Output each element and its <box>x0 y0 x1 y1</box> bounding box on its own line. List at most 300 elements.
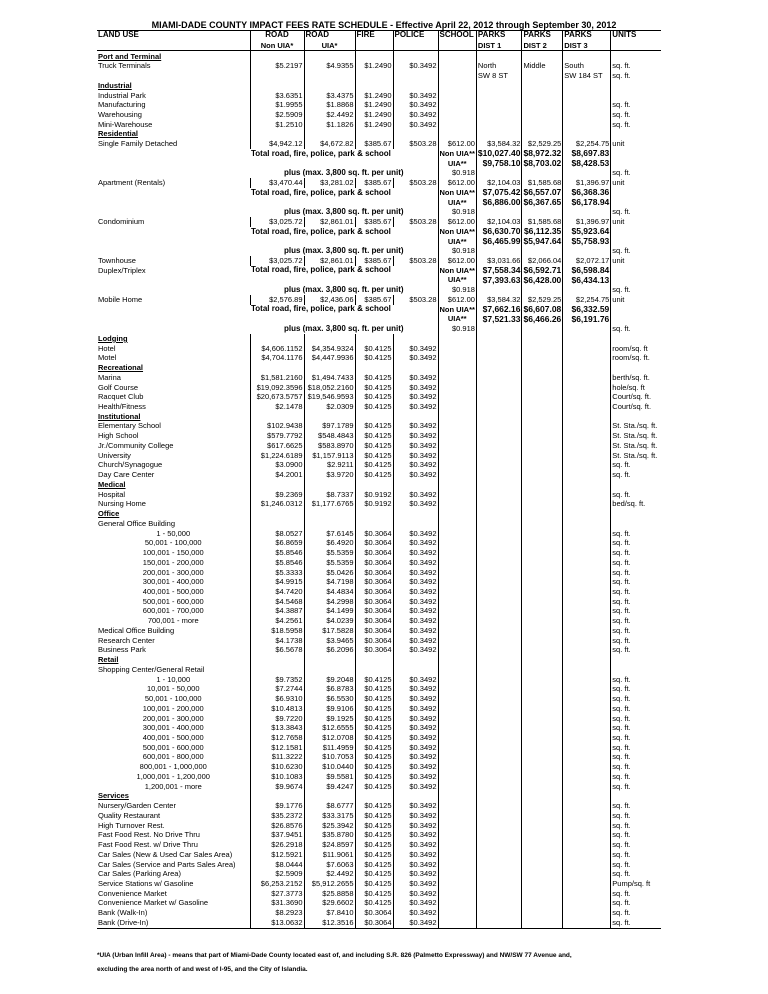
road-uia-cell: $25.3942 <box>304 820 355 830</box>
fire-cell: $0.4125 <box>355 421 393 431</box>
fire-cell: $0.4125 <box>355 451 393 461</box>
header-sub-road-non-uia: Non UIA* <box>250 41 304 51</box>
police-cell: $0.3492 <box>393 538 438 548</box>
units-cell: St. Sta./sq. ft. <box>611 451 661 461</box>
table-row <box>97 869 661 879</box>
police-cell: $503.28 <box>393 139 438 149</box>
empty-cell <box>563 168 611 178</box>
fire-cell: $0.9192 <box>355 499 393 509</box>
parks-dist1-cell <box>476 820 522 830</box>
parks-dist2-cell: $2,529.25 <box>522 139 563 149</box>
table-row <box>97 61 661 71</box>
road-uia-cell: $5,912.2655 <box>304 879 355 889</box>
header-sub-land-use <box>97 41 250 51</box>
empty-cell <box>393 51 438 61</box>
parks-dist3-cell <box>563 694 611 704</box>
fire-cell: $0.4125 <box>355 713 393 723</box>
parks-dist1-cell <box>476 674 522 684</box>
units-cell: sq. ft. <box>611 801 661 811</box>
road-non-uia-cell: $1,246.0312 <box>250 499 304 509</box>
land-use-cell: Day Care Center <box>98 470 155 480</box>
school-cell <box>438 889 476 899</box>
empty-cell <box>250 655 304 665</box>
parks-dist3-cell <box>563 470 611 480</box>
table-row <box>97 344 661 354</box>
empty-cell <box>611 334 661 344</box>
land-use-cell: 800,001 - 1,000,000 <box>139 762 207 772</box>
units-cell: sq. ft. <box>611 889 661 899</box>
fire-cell: $0.4125 <box>355 733 393 743</box>
total-value: $8,972.32 <box>523 148 562 159</box>
parks-dist1-cell <box>476 558 522 568</box>
parks-dist3-cell <box>563 840 611 850</box>
school-cell <box>438 869 476 879</box>
empty-cell <box>476 509 522 519</box>
fire-cell: $1.2490 <box>355 120 393 130</box>
table-row <box>97 616 661 626</box>
road-non-uia-cell: $4.9915 <box>250 577 304 587</box>
school-cell <box>438 499 476 509</box>
police-cell: $0.3492 <box>393 820 438 830</box>
road-uia-cell: $3.4375 <box>304 90 355 100</box>
empty-cell <box>563 207 611 217</box>
parks-dist1-cell <box>476 743 522 753</box>
total-value: $6,466.26 <box>523 314 562 324</box>
empty-cell <box>476 207 522 217</box>
parks-dist1-cell <box>476 645 522 655</box>
school-cell: $612.00 <box>438 178 476 188</box>
school-cell <box>438 460 476 470</box>
units-cell: unit <box>611 139 661 149</box>
total-value: $6,630.70 <box>476 227 522 237</box>
section-header-row <box>97 334 661 344</box>
police-cell: $0.3492 <box>393 898 438 908</box>
police-cell: $0.3492 <box>393 373 438 383</box>
table-row <box>97 597 661 607</box>
road-uia-cell: $9.5581 <box>304 772 355 782</box>
road-uia-cell: $4.1499 <box>304 606 355 616</box>
road-non-uia-cell: $35.2372 <box>250 811 304 821</box>
fire-cell: $0.4125 <box>355 723 393 733</box>
empty-cell <box>250 81 304 91</box>
empty-cell <box>250 129 304 139</box>
empty-cell <box>438 363 476 373</box>
road-non-uia-cell: $3.6351 <box>250 90 304 100</box>
table-row <box>97 713 661 723</box>
road-non-uia-cell: $10.1083 <box>250 772 304 782</box>
table-row <box>97 918 661 928</box>
parks-dist2-cell <box>522 684 563 694</box>
parks-dist2-cell <box>522 120 563 130</box>
empty-cell <box>355 791 393 801</box>
road-non-uia-cell: $7.2744 <box>250 684 304 694</box>
police-cell: $0.3492 <box>393 645 438 655</box>
police-cell: $503.28 <box>393 256 438 266</box>
parks-dist2-cell <box>522 528 563 538</box>
school-cell <box>438 830 476 840</box>
units-cell: sq. ft. <box>611 830 661 840</box>
parks-dist3-cell <box>563 879 611 889</box>
section-header-row <box>97 655 661 665</box>
road-uia-cell: $2.9211 <box>304 460 355 470</box>
section-title: Port and Terminal <box>98 51 162 61</box>
parks-dist1-cell <box>476 528 522 538</box>
units-cell: sq. ft. <box>611 558 661 568</box>
table-row <box>97 100 661 110</box>
empty-cell <box>97 149 250 159</box>
parks-dist3-cell <box>563 772 611 782</box>
land-use-cell: 10,001 - 50,000 <box>146 684 200 694</box>
units-cell: St. Sta./sq. ft. <box>611 441 661 451</box>
parks-dist2-cell <box>522 382 563 392</box>
empty-cell <box>476 363 522 373</box>
units-cell: sq. ft. <box>611 168 661 178</box>
road-non-uia-cell: $4.2001 <box>250 470 304 480</box>
empty-cell <box>97 207 250 217</box>
empty-cell <box>476 334 522 344</box>
land-use-cell: 200,001 - 300,000 <box>142 567 204 577</box>
school-cell <box>438 120 476 130</box>
road-uia-cell: $3.9720 <box>304 470 355 480</box>
total-value: $6,367.65 <box>523 197 562 208</box>
page-title: MIAMI-DADE COUNTY IMPACT FEES RATE SCHEDULE - Effective April 22, 2012 through September 30, 2012 <box>151 20 617 30</box>
parks-dist3-cell: $2,254.75 <box>563 139 611 149</box>
empty-cell <box>304 51 355 61</box>
parks-dist3-cell <box>563 373 611 383</box>
land-use-cell: 1,200,001 - more <box>144 781 202 791</box>
school-cell <box>438 528 476 538</box>
empty-cell <box>393 480 438 490</box>
empty-cell <box>611 197 661 207</box>
table-row <box>97 528 661 538</box>
police-cell: $0.3492 <box>393 684 438 694</box>
table-row <box>97 762 661 772</box>
school-cell: $612.00 <box>438 295 476 305</box>
road-uia-cell: $97.1789 <box>304 421 355 431</box>
empty-cell <box>355 412 393 422</box>
total-value: $8,703.02 <box>523 158 562 169</box>
road-non-uia-cell: $5.2197 <box>250 61 304 71</box>
land-use-cell: 1 - 10,000 <box>156 674 191 684</box>
units-cell: sq. ft. <box>611 324 661 334</box>
road-uia-cell: $6.5530 <box>304 694 355 704</box>
police-cell <box>393 519 438 529</box>
school-cell <box>438 684 476 694</box>
parks-dist1-cell <box>476 519 522 529</box>
parks-dist1-cell <box>476 733 522 743</box>
empty-cell <box>304 129 355 139</box>
land-use-cell: High School <box>98 431 139 441</box>
road-non-uia-cell: $1,581.2160 <box>250 373 304 383</box>
parks-dist1-cell <box>476 684 522 694</box>
fire-cell: $0.3064 <box>355 626 393 636</box>
road-uia-cell: $1.8868 <box>304 100 355 110</box>
police-cell: $0.3492 <box>393 587 438 597</box>
empty-cell <box>563 285 611 295</box>
road-non-uia-cell: $6.5678 <box>250 645 304 655</box>
plus-label: plus (max. 3,800 sq. ft. per unit) <box>283 246 404 256</box>
parks-dist1-cell <box>476 801 522 811</box>
table-row <box>97 694 661 704</box>
police-cell: $0.3492 <box>393 577 438 587</box>
land-use-cell: Warehousing <box>98 109 142 119</box>
police-cell: $0.3492 <box>393 90 438 100</box>
school-cell <box>438 538 476 548</box>
fire-cell: $0.4125 <box>355 869 393 879</box>
parks-dist2-cell <box>522 889 563 899</box>
land-use-cell: 300,001 - 400,000 <box>142 577 204 587</box>
road-uia-cell: $4.2998 <box>304 597 355 607</box>
parks-dist2-cell <box>522 772 563 782</box>
road-non-uia-cell: $9.7352 <box>250 674 304 684</box>
units-cell: sq. ft. <box>611 645 661 655</box>
table-row <box>97 752 661 762</box>
section-title: Industrial <box>98 80 132 90</box>
parks-dist1-cell <box>476 392 522 402</box>
school-cell <box>438 110 476 120</box>
parks-dist2-cell <box>522 636 563 646</box>
road-uia-cell: $7.8410 <box>304 908 355 918</box>
units-cell: sq. ft. <box>611 684 661 694</box>
table-row <box>97 723 661 733</box>
parks-dist3-cell <box>563 889 611 899</box>
units-cell: sq. ft. <box>611 490 661 500</box>
road-uia-cell: $7.6063 <box>304 859 355 869</box>
parks-dist2-cell <box>522 577 563 587</box>
land-use-cell: Car Sales (Service and Parts Sales Area) <box>98 859 236 869</box>
units-cell: sq. ft. <box>611 704 661 714</box>
school-cell <box>438 519 476 529</box>
road-non-uia-cell: $1.9955 <box>250 100 304 110</box>
fire-cell: $0.4125 <box>355 344 393 354</box>
parks-dist3-cell <box>563 713 611 723</box>
empty-cell <box>438 480 476 490</box>
total-label: Total road, fire, police, park & school <box>251 148 391 158</box>
road-uia-cell: $1,177.6765 <box>304 499 355 509</box>
empty-cell <box>97 188 250 198</box>
road-non-uia-cell: $20,673.5757 <box>250 392 304 402</box>
parks-dist1-cell <box>476 587 522 597</box>
table-row <box>97 110 661 120</box>
fire-cell: $0.4125 <box>355 460 393 470</box>
police-cell: $0.3492 <box>393 606 438 616</box>
fire-cell: $0.4125 <box>355 373 393 383</box>
police-cell: $0.3492 <box>393 752 438 762</box>
parks-dist1-cell <box>476 772 522 782</box>
parks-dist1-cell <box>476 616 522 626</box>
units-cell: Pump/sq. ft <box>611 879 661 889</box>
parks-dist2-cell <box>522 558 563 568</box>
road-uia-cell: $1,494.7433 <box>304 373 355 383</box>
units-cell: sq. ft. <box>611 723 661 733</box>
empty-cell <box>97 324 250 334</box>
road-uia-cell: $7.6145 <box>304 528 355 538</box>
parks-dist2-cell <box>522 879 563 889</box>
fire-cell: $0.3064 <box>355 538 393 548</box>
plus-label: plus (max. 3,800 sq. ft. per unit) <box>283 168 404 178</box>
section-title: Lodging <box>98 333 128 343</box>
total-label: Total road, fire, police, park & school <box>251 187 391 197</box>
land-use-cell: Jr./Community College <box>98 440 174 450</box>
land-use-cell: 1,000,001 - 1,200,000 <box>136 771 210 781</box>
parks-dist2-cell <box>522 353 563 363</box>
parks-dist2-cell <box>522 801 563 811</box>
school-cell <box>438 441 476 451</box>
total-value: $6,368.36 <box>563 188 611 198</box>
road-non-uia-cell: $37.9451 <box>250 830 304 840</box>
parks-dist2-cell <box>522 665 563 675</box>
parks-dist1-cell <box>476 898 522 908</box>
units-cell: sq. ft. <box>611 587 661 597</box>
road-non-uia-cell: $10.6230 <box>250 762 304 772</box>
table-row <box>97 139 661 149</box>
parks-dist1-cell <box>476 597 522 607</box>
plus-value: $0.918 <box>438 324 476 334</box>
header-land-use: LAND USE <box>97 31 250 41</box>
total-uia-label: UIA** <box>438 197 476 207</box>
land-use-cell: Single Family Detached <box>98 139 178 149</box>
land-use-cell: 400,001 - 500,000 <box>142 732 204 742</box>
police-cell: $0.3492 <box>393 451 438 461</box>
parks-dist3-cell <box>563 723 611 733</box>
road-uia-cell: $2.4492 <box>304 869 355 879</box>
parks-dist2-cell <box>522 762 563 772</box>
parks-dist3-cell <box>563 636 611 646</box>
school-cell <box>438 451 476 461</box>
empty-cell <box>304 334 355 344</box>
empty-cell <box>611 275 661 285</box>
police-cell: $0.3492 <box>393 743 438 753</box>
parks-dist1-cell <box>476 373 522 383</box>
empty-cell <box>611 51 661 61</box>
road-non-uia-cell: $9.1776 <box>250 801 304 811</box>
empty-cell <box>355 363 393 373</box>
road-non-uia-cell: $3,025.72 <box>250 217 304 227</box>
empty-cell <box>563 334 611 344</box>
school-cell <box>438 840 476 850</box>
road-uia-cell: $4,354.9324 <box>304 344 355 354</box>
parks-dist3-cell <box>563 421 611 431</box>
road-non-uia-cell: $26.8576 <box>250 820 304 830</box>
land-use-cell: General Office Building <box>98 518 175 528</box>
land-use-cell: Church/Synagogue <box>98 460 163 470</box>
land-use-cell: Research Center <box>98 635 155 645</box>
parks-dist1-cell <box>476 120 522 130</box>
land-use-cell: High Turnover Rest. <box>98 820 165 830</box>
police-cell: $0.3492 <box>393 421 438 431</box>
parks-dist2-cell <box>522 90 563 100</box>
school-cell <box>438 548 476 558</box>
header-sub-police <box>393 41 438 51</box>
total-label <box>250 275 438 285</box>
parks-dist2-cell <box>522 392 563 402</box>
land-use-cell: Hospital <box>98 489 126 499</box>
fire-cell: $0.4125 <box>355 830 393 840</box>
land-use-cell: Health/Fitness <box>98 402 146 412</box>
land-use-cell: 200,001 - 300,000 <box>142 713 204 723</box>
parks-dist2-cell <box>522 674 563 684</box>
police-cell: $0.3492 <box>393 353 438 363</box>
fire-cell: $0.4125 <box>355 743 393 753</box>
parks-dist1-cell <box>476 490 522 500</box>
empty-cell <box>438 334 476 344</box>
table-row <box>97 373 661 383</box>
empty-cell <box>250 412 304 422</box>
school-cell <box>438 597 476 607</box>
total-value: $6,112.35 <box>523 226 562 237</box>
parks-dist1-cell: North <box>476 61 522 71</box>
empty-cell <box>563 129 611 139</box>
empty-cell <box>250 334 304 344</box>
table-row <box>97 626 661 636</box>
road-uia-cell: $10.7053 <box>304 752 355 762</box>
table-body <box>97 31 661 929</box>
fire-cell: $0.4125 <box>355 353 393 363</box>
road-non-uia-cell <box>250 519 304 529</box>
parks-dist2-cell <box>522 704 563 714</box>
parks-dist3-cell <box>563 752 611 762</box>
road-uia-cell: $4.7198 <box>304 577 355 587</box>
road-non-uia-cell: $6,253.2152 <box>250 879 304 889</box>
school-cell <box>438 733 476 743</box>
road-non-uia-cell: $2.5909 <box>250 110 304 120</box>
road-non-uia-cell: $2,576.89 <box>250 295 304 305</box>
road-non-uia-cell: $12.7658 <box>250 733 304 743</box>
school-cell <box>438 577 476 587</box>
total-row <box>97 188 661 198</box>
fire-cell: $0.3064 <box>355 558 393 568</box>
road-uia-cell: $548.4843 <box>304 431 355 441</box>
road-non-uia-cell: $27.3773 <box>250 889 304 899</box>
police-cell: $0.3492 <box>393 694 438 704</box>
fire-cell: $0.4125 <box>355 811 393 821</box>
parks-dist1-cell <box>476 382 522 392</box>
fire-cell: $0.3064 <box>355 567 393 577</box>
parks-dist2-cell <box>522 918 563 928</box>
total-uia-label: Non UIA** <box>439 148 475 158</box>
fire-cell: $385.67 <box>355 256 393 266</box>
road-non-uia-cell: $8.0444 <box>250 859 304 869</box>
units-cell: sq. ft. <box>611 869 661 879</box>
units-cell: sq. ft. <box>611 898 661 908</box>
plus-row <box>97 285 661 295</box>
empty-cell <box>611 149 661 159</box>
land-use-cell: 50,001 - 100,000 <box>144 694 202 704</box>
parks-dist3-cell <box>563 801 611 811</box>
road-uia-cell: $17.5828 <box>304 626 355 636</box>
empty-cell <box>522 334 563 344</box>
table-row <box>97 392 661 402</box>
parks-dist1-cell <box>476 344 522 354</box>
empty-cell <box>250 51 304 61</box>
total-value: $5,923.64 <box>563 227 611 237</box>
parks-dist3-cell <box>563 499 611 509</box>
land-use-cell: 400,001 - 500,000 <box>142 586 204 596</box>
police-cell <box>393 665 438 675</box>
road-uia-cell: $3.9465 <box>304 636 355 646</box>
plus-label: plus (max. 3,800 sq. ft. per unit) <box>283 324 404 333</box>
road-uia-cell: $5.5359 <box>304 548 355 558</box>
parks-dist3-cell <box>563 382 611 392</box>
units-cell: sq. ft. <box>611 207 661 217</box>
parks-dist3-cell <box>563 392 611 402</box>
empty-cell <box>97 305 250 315</box>
parks-dist2-cell <box>522 606 563 616</box>
police-cell: $0.3492 <box>393 382 438 392</box>
road-non-uia-cell: $6.8659 <box>250 538 304 548</box>
empty-cell <box>393 81 438 91</box>
police-cell: $0.3492 <box>393 470 438 480</box>
